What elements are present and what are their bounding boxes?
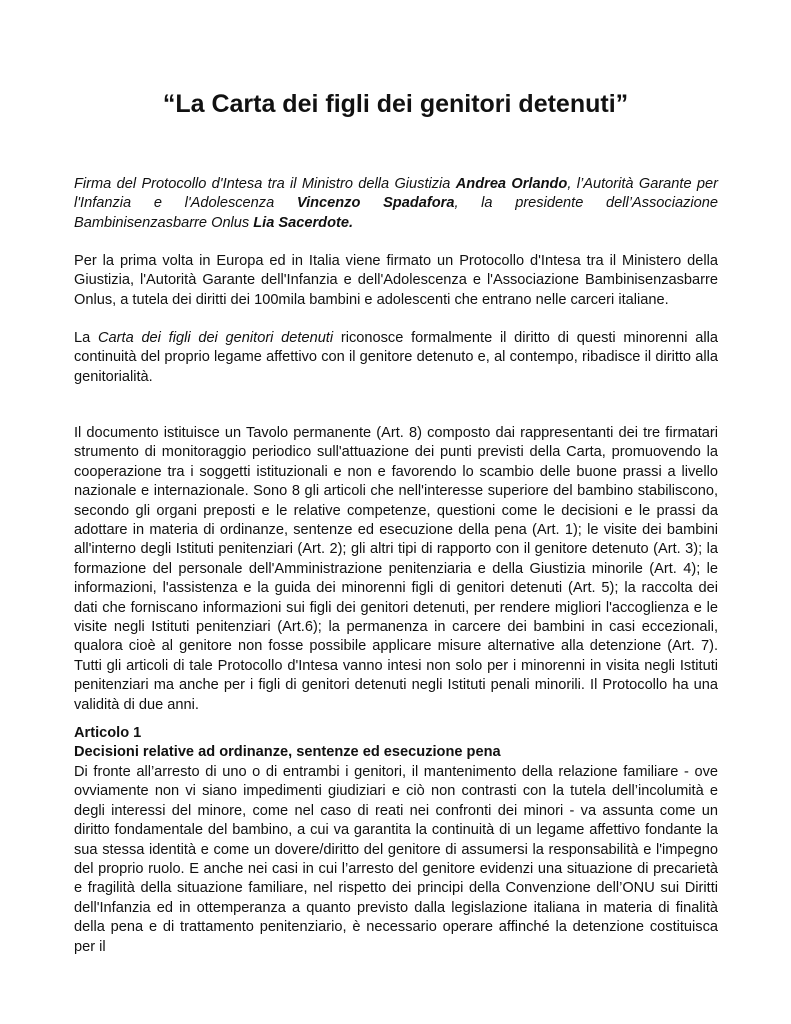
intro-text-2: , l’Autorità Garante per l'Infanzia e l'Adolescenza: [74, 176, 719, 212]
article-1-header: [74, 724, 718, 763]
paragraph-document: Il documento istituisce un Tavolo permanente (Art. 8) composto dai rappresentanti dei tre firmatari strumento di monitoraggio periodico sull'attuazione dei punti previsti della Carta, promuovendo la cooperazione tra i soggetti istituzionali e non e favorendo lo scambio delle buone prassi a livello nazionale e internazionale. Sono 8 gli articoli che nell'interesse superiore del bambino stabiliscono, secondo gli organi preposti e le relative competenze, questioni come le decisioni e le prassi da adottare in materia di ordinanze, sentenze ed esecuzione della pena (Art. 1); le visite dei bambini all'interno degli Istituti penitenziari (Art. 2); gli altri tipi di rapporto con il genitore detenuto (Art. 3); la formazione del personale dell'Amministrazione penitenziaria e della Giustizia minorile (Art. 4); le informazioni, l'assistenza e la guida dei minorenni figli di genitori detenuti (Art. 5); la raccolta dei dati che forniscano informazioni sui figli dei genitori detenuti, per rendere migliori l'accoglienza e le visite negli Istituti penitenziari (Art.6); la permanenza in carcere dei bambini in casi eccezionali, qualora cioè al genitore non fosse possibile applicare misure alternative alla detenzione (Art. 7). Tutti gli articoli di tale Protocollo d'Intesa vanno intesi non solo per i minorenni in visita negli Istituti penitenziari ma anche per i figli di genitori detenuti negli Istituti penali minorili. Il Protocollo ha una validità di due anni.: [74, 425, 718, 713]
intro-paragraph: [74, 175, 718, 233]
intro-text-3: , la presidente dell’Associazione Bambinisenzasbarre Onlus: [74, 195, 718, 231]
carta-title-italic: Carta dei figli dei genitori detenuti: [98, 330, 334, 346]
paragraph-carta-text-1: La: [74, 330, 98, 346]
paragraph-carta-text-2: riconosce formalmente il diritto di questi minorenni alla continuità del proprio legame affettivo con il genitore detenuto e, al contempo, ribadisce il diritto alla genitorialità.: [74, 330, 718, 385]
paragraph-first-time: Per la prima volta in Europa ed in Italia viene firmato un Protocollo d'Intesa tra il Ministero della Giustizia, l'Autorità Garante dell'Infanzia e dell'Adolescenza e l'Associazione Bambinisenzasbarre Onlus, a tutela dei diritti dei 100mila bambini e adolescenti che entrano nelle carceri italiane.: [74, 253, 718, 308]
article-1-heading: Articolo 1: [74, 725, 142, 741]
paragraph-carta: [74, 329, 718, 387]
garante-name: Vincenzo Spadafora: [296, 195, 455, 212]
minister-name: Andrea Orlando: [455, 176, 568, 192]
article-1-text: Di fronte all’arresto di uno o di entrambi i genitori, il mantenimento della relazione familiare - ove ovviamente non vi siano impedimenti giudiziari e ciò non contrasti con la tutela dell’incolumità e degli interessi del minore, come nel caso di reati nei confronti dei minori - va assunta come un diritto fondamentale del bambino, a cui va garantita la continuità di un legame affettivo fondante la sua stessa identità e come un dovere/diritto del genitore di assumersi la responsabilità e l'impegno del proprio ruolo. E anche nei casi in cui l’arresto del genitore evidenzi una situazione di precarietà e fragilità della situazione familiare, nel rispetto dei principi della Convenzione dell’ONU sui Diritti dell'Infanzia ed in ottemperanza a quanto previsto dalla legislazione italiana in materia di finalità della pena e di trattamento penitenziario, è necessario operare affinché la detenzione costituisca per il: [74, 764, 718, 955]
intro-text-1: Firma del Protocollo d'Intesa tra il Ministro della Giustizia: [74, 176, 456, 192]
president-name: Lia Sacerdote.: [253, 214, 354, 231]
article-1-subheading: Decisioni relative ad ordinanze, sentenze ed esecuzione pena: [74, 744, 501, 761]
document-title: “La Carta dei figli dei genitori detenuti”: [162, 90, 629, 118]
